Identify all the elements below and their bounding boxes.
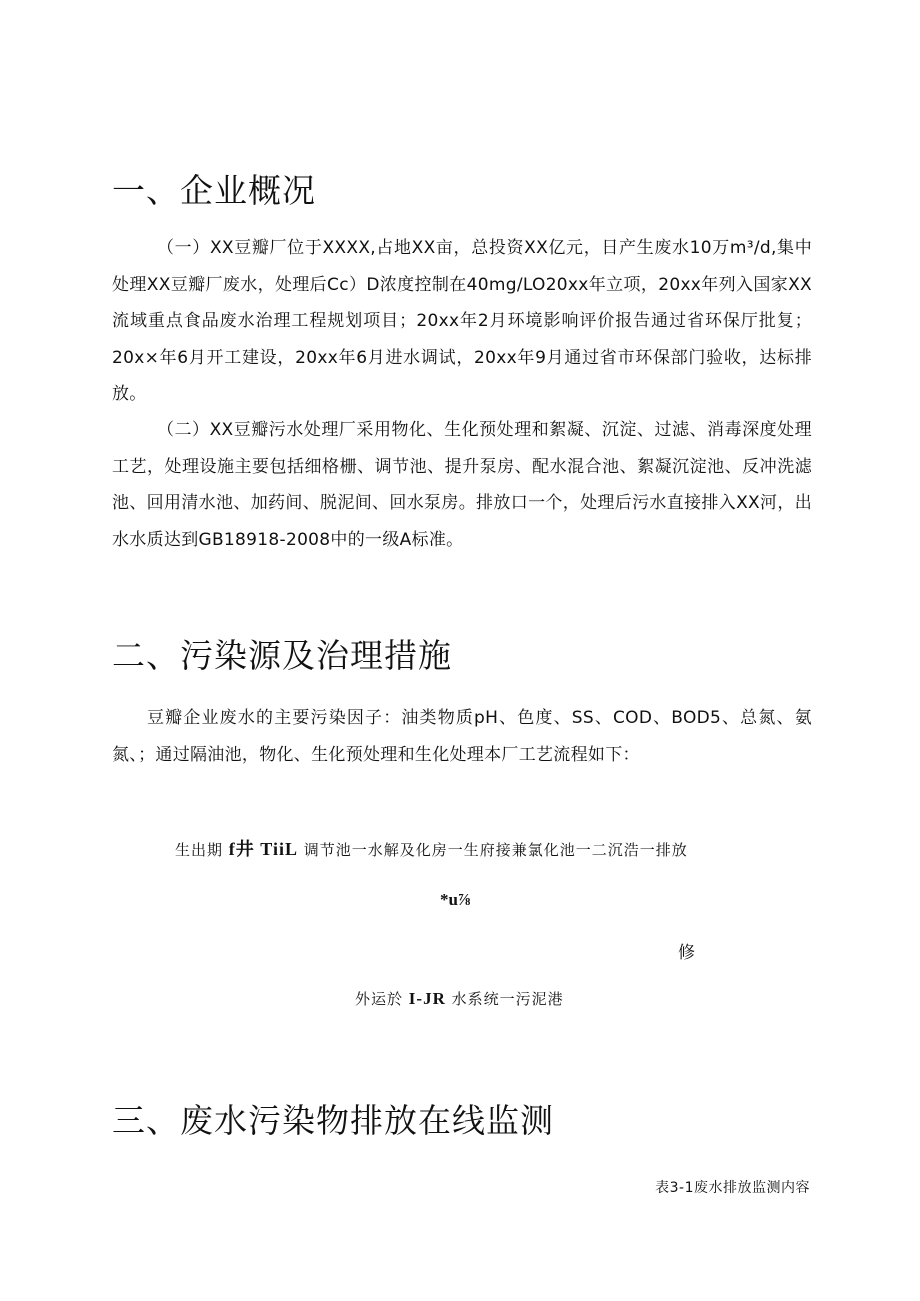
process-flow-line-4 [355, 988, 564, 1009]
process-flow-line-3: 修 [678, 943, 696, 963]
section-2-heading: 二、污染源及治理措施 [112, 636, 452, 675]
section-1-paragraph-2: （二）XX豆瓣污水处理厂采用物化、生化预处理和絮凝、沉淀、过滤、消毒深度处理工艺，处理设施主要包括细格栅、调节池、提升泵房、配水混合池、絮凝沉淀池、反冲洗滤池、回用清水池、加药间、脱泥间、回水泵房。排放口一个，处理后污水直接排入XX河，出水水质达到GB18918-2008中的一级A标准。 [112, 420, 812, 550]
process-flow-line-1 [175, 835, 688, 861]
section-1-paragraph-1: （一）XX豆瓣厂位于XXXX,占地XX亩，总投资XX亿元，日产生废水10万m³/d,集中处理XX豆瓣厂废水，处理后Cc）D浓度控制在40mg/LO20xx年立项，20xx年列入国家XX流域重点食品废水治理工程规划项目；20xx年2月环境影响评价报告通过省环保厅批复；20x×年6月开工建设，20xx年6月进水调试，20xx年9月通过省市环保部门验收，达标排放。 [112, 238, 812, 404]
flow-text-part: 外运於 [355, 990, 404, 1008]
section-1-heading: 一、企业概况 [112, 171, 316, 210]
table-caption: 表3-1废水排放监测内容 [655, 1180, 810, 1196]
flow-text-part: 生出期 [175, 841, 224, 859]
section-3-heading: 三、废水污染物排放在线监测 [112, 1101, 554, 1140]
section-2-paragraph: 豆瓣企业废水的主要污染因子：油类物质pH、色度、SS、COD、BOD5、总氮、氨氮、；通过隔油池，物化、生化预处理和生化处理本厂工艺流程如下： [112, 708, 812, 765]
flow-text-part: f井 TiiL [228, 839, 298, 859]
process-flow-line-2: *u⅞ [440, 890, 471, 909]
flow-text-part: 水系统一污泥港 [451, 990, 564, 1008]
flow-text-part: 调节池一水解及化房一生府接兼氯化池一二沉浩一排放 [303, 841, 688, 859]
flow-text-part: I-JR [408, 989, 446, 1008]
